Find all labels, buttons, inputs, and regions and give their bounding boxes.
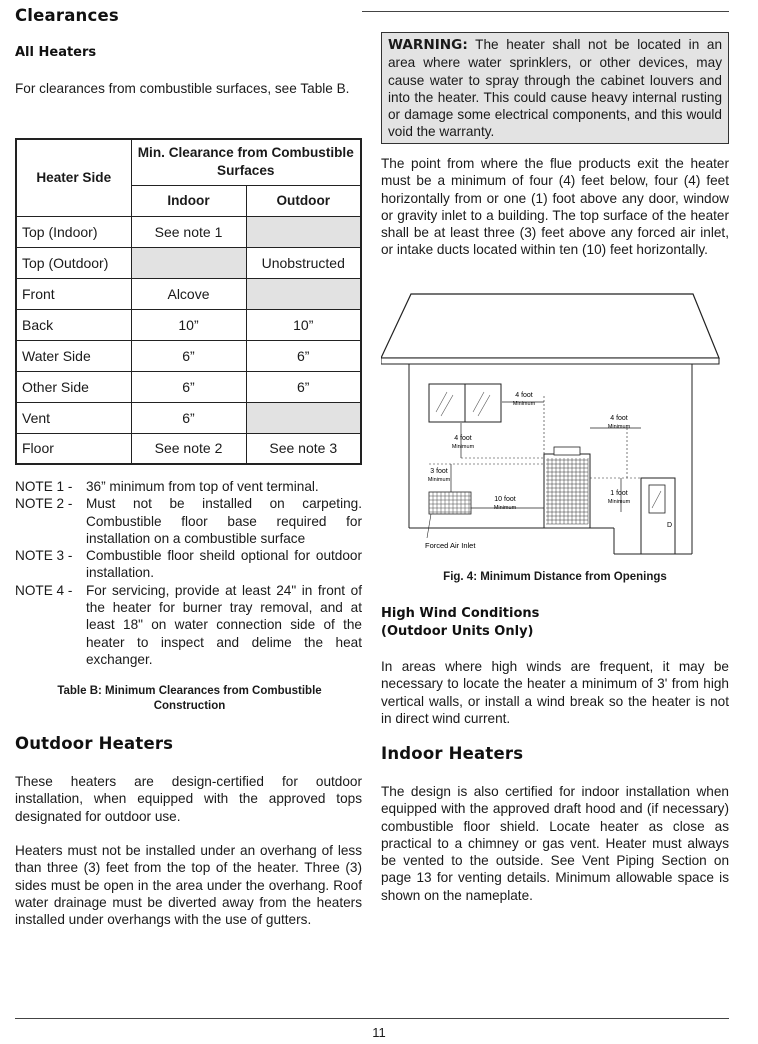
roof-eave <box>381 358 719 364</box>
high-wind-heading-line-2: (Outdoor Units Only) <box>381 624 534 639</box>
header-heater-side: Heater Side <box>16 139 131 216</box>
label-4ft-window-min: Minimum <box>512 401 536 407</box>
cell-side: Top (Indoor) <box>16 216 131 247</box>
figure-caption: Fig. 4: Minimum Distance from Openings <box>443 571 667 583</box>
all-heaters-heading: All Heaters <box>15 45 97 60</box>
label-10ft-min: Minimum <box>493 505 517 511</box>
label-10ft: 10 foot <box>494 496 516 503</box>
note-1 <box>15 478 362 495</box>
warning-box <box>381 32 729 144</box>
label-4ft-door: 4 foot <box>610 415 628 422</box>
cell-side: Floor <box>16 433 131 464</box>
bottom-rule <box>15 1018 729 1019</box>
notes-list <box>15 478 362 668</box>
flue-paragraph: The point from where the flue products exit the heater must be a minimum of four (4) feet below, four (4) feet horizontally from or one (1) foot above any door, window or gravity inlet to a building. The top surface of the heater shall be at least three (3) feet above any forced air inlet, or intake ducts located within ten (10) feet horizontally. <box>381 156 729 258</box>
cell-outdoor <box>246 216 361 247</box>
cell-indoor: See note 1 <box>131 216 246 247</box>
label-forced-air-inlet: Forced Air Inlet <box>425 541 476 550</box>
cell-outdoor: 10” <box>246 309 361 340</box>
label-3ft-min: Minimum <box>427 477 451 483</box>
cell-side: Water Side <box>16 340 131 371</box>
note-text: For servicing, provide at least 24" in front of the heater for burner tray removal, and at least 18" on water connection side of the heater to inspect and delime the heat exchanger. <box>86 582 362 667</box>
cell-outdoor: See note 3 <box>246 433 361 464</box>
cell-indoor: 6” <box>131 371 246 402</box>
cell-indoor: 6” <box>131 340 246 371</box>
cell-indoor: 6” <box>131 402 246 433</box>
high-wind-text: In areas where high winds are frequent, it may be necessary to locate the heater a minimum of 3' from high vertical walls, or install a wind break so the heater is not in direct wind current. <box>381 659 729 726</box>
header-min-clearance: Min. Clearance from Combustible Surfaces <box>131 139 361 185</box>
outdoor-heaters-heading: Outdoor Heaters <box>15 734 174 753</box>
house-diagram <box>381 292 729 562</box>
note-4 <box>15 582 362 668</box>
all-heaters-text: For clearances from combustible surfaces, see Table B. <box>15 81 350 96</box>
cell-outdoor: Unobstructed <box>246 247 361 278</box>
label-4ft-door-min: Minimum <box>607 424 631 430</box>
note-3 <box>15 547 362 582</box>
figure-min-distance <box>381 292 729 562</box>
note-text: 36” minimum from top of vent terminal. <box>86 479 319 494</box>
indoor-text: The design is also certified for indoor installation when equipped with the approved draft hood and (if necessary) combustible floor shield. Locate heater as close as practical to a chimney or gas vent. Heater must always be vented to the outside. See Vent Piping Section on page 13 for venting details. Minimum allowable space is shown on the nameplate. <box>381 784 729 903</box>
label-3ft: 3 foot <box>430 468 448 475</box>
table-caption: Table B: Minimum Clearances from Combustible Construction <box>57 685 322 712</box>
note-label: NOTE 3 - <box>15 548 73 564</box>
cell-outdoor <box>246 278 361 309</box>
warning-label: WARNING: <box>388 37 468 53</box>
cell-indoor: Alcove <box>131 278 246 309</box>
note-label: NOTE 1 - <box>15 479 73 494</box>
table-row <box>16 402 361 433</box>
door-letter: D <box>667 522 673 529</box>
header-outdoor: Outdoor <box>246 185 361 216</box>
top-rule <box>362 11 729 12</box>
table-row <box>16 247 361 278</box>
cell-outdoor: 6” <box>246 340 361 371</box>
table-row <box>16 278 361 309</box>
high-wind-heading <box>381 605 539 641</box>
roof-shape <box>381 294 719 358</box>
cell-indoor <box>131 247 246 278</box>
table-row <box>16 340 361 371</box>
note-text: Combustible floor sheild optional for outdoor installation. <box>86 548 362 581</box>
label-1ft: 1 foot <box>610 490 628 497</box>
cell-indoor: 10” <box>131 309 246 340</box>
cell-side: Front <box>16 278 131 309</box>
table-row <box>16 433 361 464</box>
label-1ft-min: Minimum <box>607 499 631 505</box>
cell-side: Vent <box>16 402 131 433</box>
note-2 <box>15 495 362 547</box>
clearance-table <box>15 138 362 465</box>
heater-unit <box>544 454 590 528</box>
label-4ft-below: 4 foot <box>454 435 472 442</box>
warning-text: The heater shall not be located in an area where water sprinklers, or other devices, may cause water to spray through the cabinet louvers and into the heater. This could cause heavy internal rusting or damage some electrical components, and this would void the warranty. <box>388 37 723 140</box>
indoor-heaters-heading: Indoor Heaters <box>381 744 524 763</box>
cell-side: Top (Outdoor) <box>16 247 131 278</box>
note-text: Must not be installed on carpeting. Combustible floor base required for installation on a combustible surface <box>86 496 362 546</box>
page-number: 11 <box>372 1025 386 1040</box>
table-row <box>16 309 361 340</box>
table-row <box>16 371 361 402</box>
cell-side: Back <box>16 309 131 340</box>
note-label: NOTE 2 - <box>15 496 73 512</box>
outdoor-paragraph-2: Heaters must not be installed under an overhang of less than three (3) feet from the top of the heater. Three (3) sides must be open in the area under the overhang. Roof water drainage must be diverted away from the heaters installed under overhangs with the use of gutters. <box>15 843 362 928</box>
forced-air-inlet <box>429 492 471 514</box>
outdoor-paragraph-1: These heaters are design-certified for outdoor installation, when equipped with the approved tops designated for outdoor use. <box>15 774 362 824</box>
note-label: NOTE 4 - <box>15 582 73 598</box>
label-4ft-below-min: Minimum <box>451 444 475 450</box>
high-wind-heading-line-1: High Wind Conditions <box>381 606 540 621</box>
header-indoor: Indoor <box>131 185 246 216</box>
clearances-title: Clearances <box>15 6 119 25</box>
cell-side: Other Side <box>16 371 131 402</box>
label-4ft-window: 4 foot <box>515 392 533 399</box>
cell-outdoor: 6” <box>246 371 361 402</box>
heater-top <box>554 447 580 455</box>
table-row <box>16 216 361 247</box>
cell-indoor: See note 2 <box>131 433 246 464</box>
cell-outdoor <box>246 402 361 433</box>
